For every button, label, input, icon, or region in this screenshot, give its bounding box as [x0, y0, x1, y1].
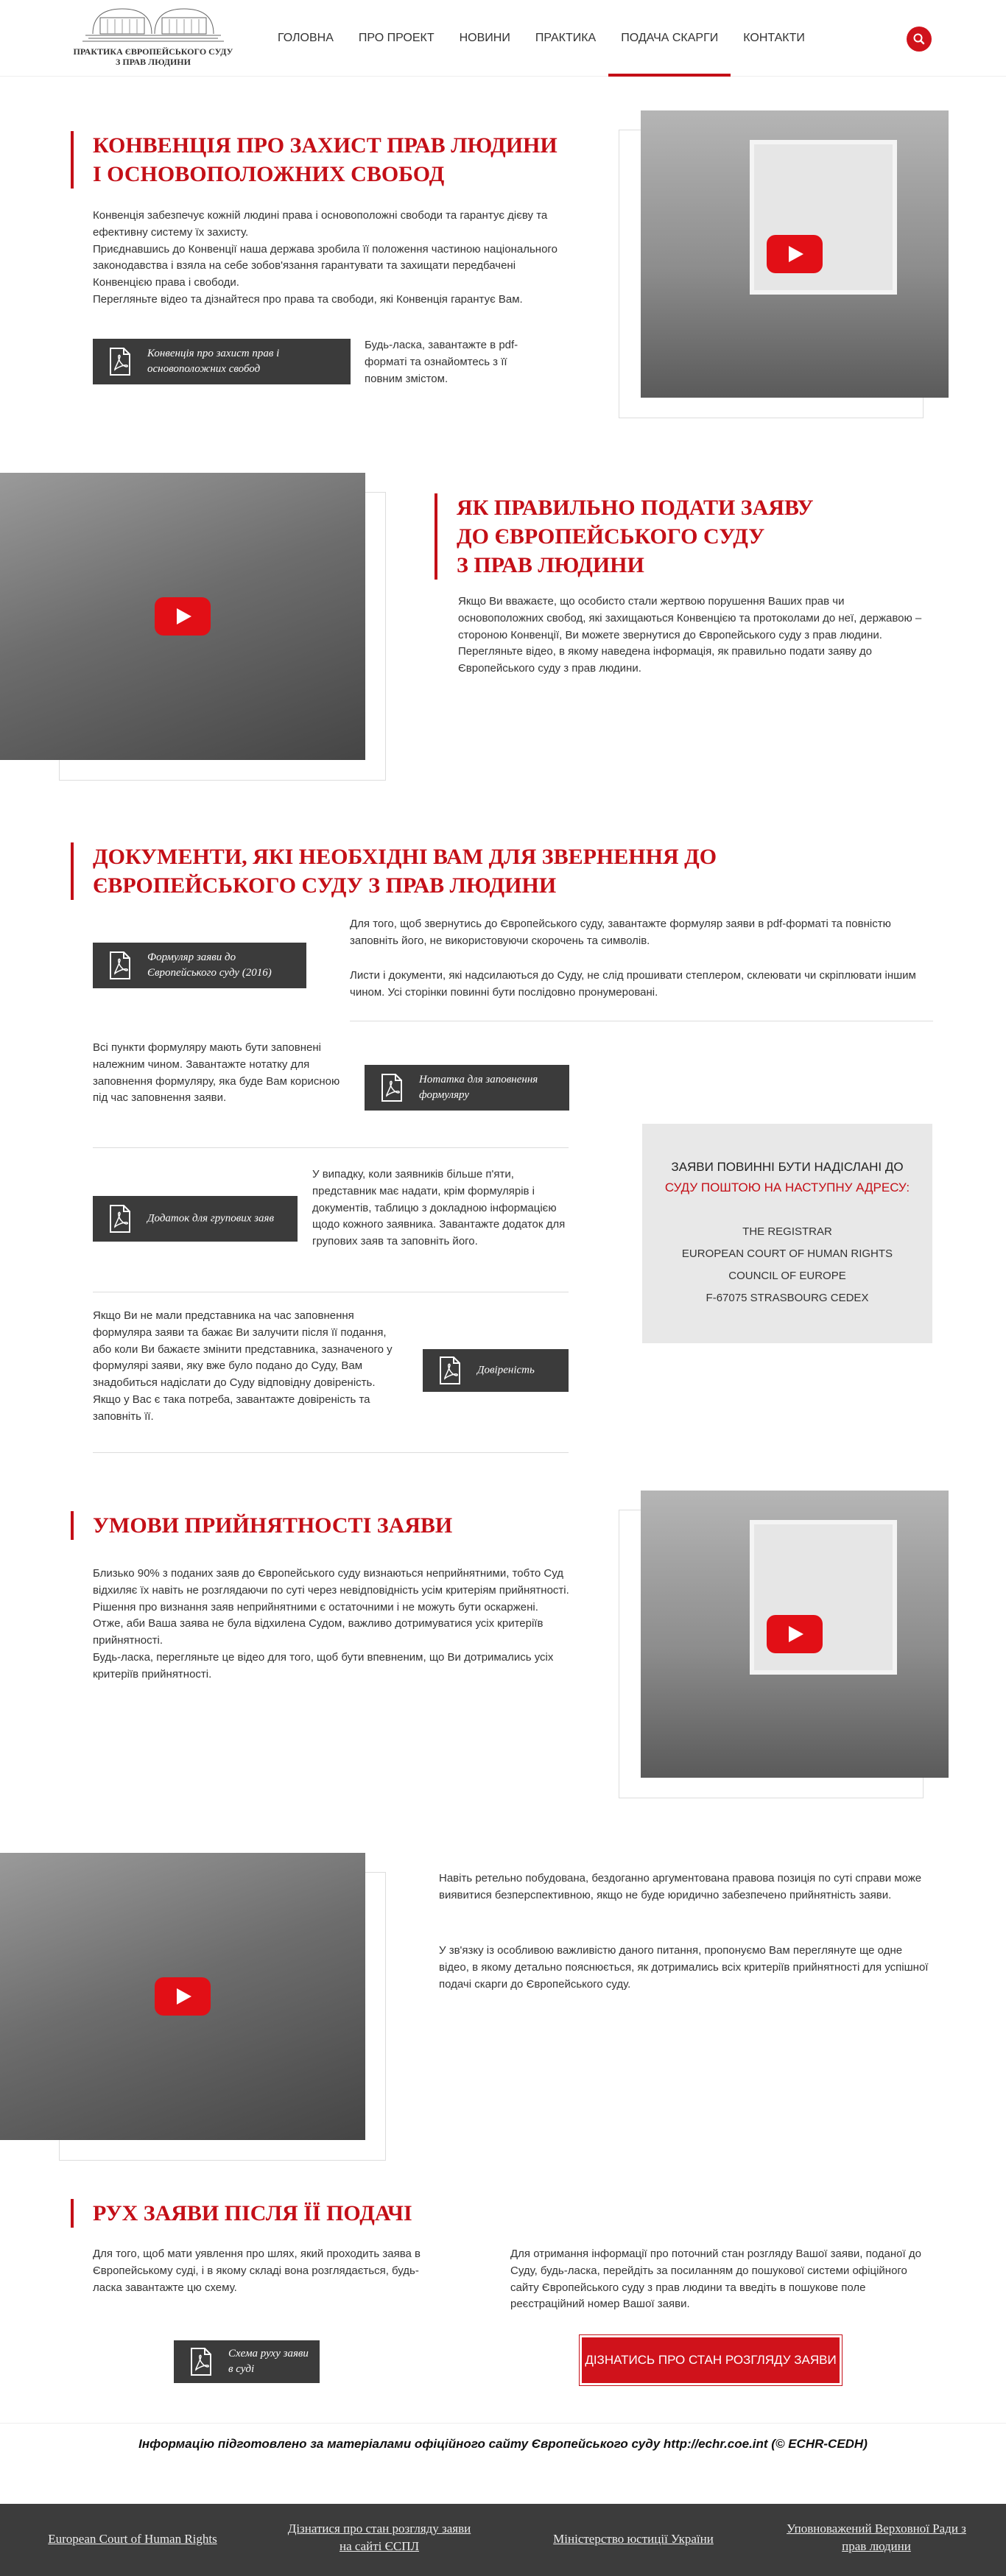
video-admissibility[interactable]: [641, 1491, 949, 1778]
admissibility-title: УМОВИ ПРИЙНЯТНОСТІ ЗАЯВИ: [71, 1511, 452, 1540]
how-to-apply-title-line1: ЯК ПРАВИЛЬНО ПОДАТИ ЗАЯВУ: [457, 496, 814, 520]
play-icon[interactable]: [767, 1615, 823, 1653]
case-status-button[interactable]: ДІЗНАТИСЬ ПРО СТАН РОЗГЛЯДУ ЗАЯВИ: [582, 2337, 840, 2383]
convention-pdf-note: Будь-ласка, завантажте в pdf-форматі та ознайомтесь з її повним змістом.: [365, 339, 518, 385]
logo-text: ПРАКТИКА ЄВРОПЕЙСЬКОГО СУДУ З ПРАВ ЛЮДИНИ: [73, 46, 233, 67]
documents-title-line1: ДОКУМЕНТИ, ЯКІ НЕОБХІДНІ ВАМ ДЛЯ ЗВЕРНЕННЯ ДО: [93, 845, 717, 869]
address-line-2: EUROPEAN COURT OF HUMAN RIGHTS: [681, 1247, 893, 1260]
form-note-button[interactable]: [365, 1065, 569, 1111]
power-of-attorney-text: Якщо Ви не мали представника на час заповнення формуляра заяви та бажає Ви залучити після її подання, або коли Ви бажаєте змінити представника, зазначеного у формулярі заяви, яку вже було подано до Суду, Вам знадобиться надіслати до Суду відповідну довіреність. Якщо у Вас є така потреба, завантажте довіреність та заповніть її.: [93, 1309, 393, 1423]
convention-pdf-button-label: Конвенція про захист прав і основоположних свобод: [147, 348, 280, 375]
address-line-4: F-67075 STRASBOURG CEDEX: [706, 1292, 869, 1304]
convention-text: Конвенція забезпечує кожній людині права і основоположні свободи та гарантує дієву та ефективну систему їх захисту. Приєднавшись до Конвенції наша держава зробила її положення частиною національного законодавства і взяла на себе зобов'язання гарантувати та захищати передбачені Конвенцією права і свободи. Перегляньте відео та дізнайтеся про права та свободи, які Конвенція гарантує Вам.: [93, 209, 557, 306]
main-nav: [265, 0, 817, 77]
pdf-icon: [439, 1356, 461, 1384]
video-admissibility-criteria[interactable]: [0, 1853, 365, 2140]
application-form-button-label: Формуляр заяви до Європейського суду (2016): [147, 951, 272, 979]
play-icon[interactable]: [155, 597, 211, 636]
scheme-button-label: Схема руху заяви в суді: [228, 2348, 309, 2375]
application-flow-text: Для того, щоб мати уявлення про шлях, який проходить заява в Європейському суді, і в якому складі вона розглядається, будь-ласка завантажте цю схему.: [93, 2248, 421, 2294]
convention-title-line1: КОНВЕНЦІЯ ПРО ЗАХИСТ ПРАВ ЛЮДИНИ: [93, 133, 557, 158]
admissibility-text-3: У зв'язку із особливою важливістю даного питання, пропонуємо Вам переглянуте ще одне відео, в якому детально пояснюється, як дотримались всіх критеріїв прийнятності для успішної подачі скарги до Європейського суду.: [439, 1944, 929, 1991]
footer-link-case-status[interactable]: Дізнатися про стан розгляду заяви на сайті ЄСПЛ: [287, 2522, 471, 2553]
footer-link-ombudsman[interactable]: Уповноважений Верховної Ради з прав людини: [787, 2522, 966, 2553]
source-note: Інформацію підготовлено за матеріалами офіційного сайту Європейського суду http://echr.coe.int (© ECHR-CEDH): [138, 2437, 868, 2451]
footer-link-ministry[interactable]: Міністерство юстиції України: [553, 2532, 714, 2546]
site-footer: [0, 2504, 1006, 2576]
site-header: [0, 0, 1006, 77]
pdf-icon: [190, 2348, 212, 2376]
pdf-icon: [109, 951, 131, 979]
admissibility-text-2: Навіть ретельно побудована, бездоганно аргументована правова позиція по суті справи може виявитися безперспективною, якщо не буде юридично забезпечено прийнятність заяви.: [439, 1872, 922, 1901]
power-of-attorney-button-label: Довіреність: [477, 1364, 535, 1376]
divider: [93, 1147, 569, 1148]
how-to-apply-title: [435, 493, 814, 580]
case-status-text: Для отримання інформації про поточний стан розгляду Вашої заяви, поданої до Суду, будь-ласка, перейдіть за посиланням до пошукової системи офіційного сайту Європейського суду з прав людини та введіть в пошукове поле реєстраційний номер Вашої заяви.: [510, 2248, 921, 2311]
address-line-1: THE REGISTRAR: [742, 1225, 832, 1238]
site-logo[interactable]: [71, 4, 236, 69]
convention-pdf-button[interactable]: [93, 339, 351, 384]
how-to-apply-text: Якщо Ви вважаєте, що особисто стали жертвою порушення Ваших прав чи основоположних свобод, які захищаються Конвенцією та протоколами до неї, державою – стороною Конвенції, Ви можете звернутися до Європейського суду з прав людини. Перегляньте відео, в якому наведена інформація, як правильно подати заяву до Європейського суду з прав людини.: [458, 595, 922, 675]
admissibility-text: Близько 90% з поданих заяв до Європейського суду визнаються неприйнятними, тобто Суд відхиляє їх навіть не розглядаючи по суті через невідповідність усім критеріям прийнятності. Рішення про визнання заяв неприйнятними є остаточними і не можуть бути оскаржені. Отже, аби Ваша заява не була відхилена Судом, важливо дотримуватися усіх критеріїв прийнятності. Будь-ласка, перегляньте це відео для того, щоб бути впевненим, що Ви дотримались усіх критеріїв прийнятності.: [93, 1567, 569, 1681]
play-icon[interactable]: [767, 235, 823, 273]
divider: [0, 2423, 1006, 2424]
group-text: У випадку, коли заявників більше п'яти, представник має надати, крім формулярів і документів, таблицю з докладною інформацією щодо кожного заявника. Завантажте додаток для групових заяв та заповніть його.: [312, 1168, 566, 1248]
documents-title: [71, 842, 717, 900]
footer-link-echr[interactable]: European Court of Human Rights: [48, 2532, 217, 2546]
form-text-2: Листи і документи, які надсилаються до Суду, не слід прошивати степлером, склеювати чи скріплювати іншим чином. Усі сторінки повинні бути послідовно пронумеровані.: [350, 969, 916, 999]
search-icon: [907, 27, 932, 52]
nav-complaint[interactable]: ПОДАЧА СКАРГИ: [608, 0, 731, 77]
convention-title: [71, 131, 557, 189]
video-convention[interactable]: [641, 110, 949, 398]
group-annex-button[interactable]: [93, 1196, 298, 1242]
play-icon[interactable]: [155, 1977, 211, 2016]
nav-about[interactable]: ПРО ПРОЕКТ: [358, 32, 435, 44]
address-heading-2: СУДУ ПОШТОЮ НА НАСТУПНУ АДРЕСУ:: [664, 1180, 910, 1194]
power-of-attorney-button[interactable]: [423, 1349, 569, 1392]
application-form-button[interactable]: [93, 943, 306, 988]
nav-news[interactable]: НОВИНИ: [459, 32, 510, 44]
pdf-icon: [109, 1205, 131, 1233]
address-line-3: COUNCIL OF EUROPE: [728, 1270, 846, 1282]
nav-contacts[interactable]: КОНТАКТИ: [743, 32, 805, 44]
how-to-apply-title-line2: ДО ЄВРОПЕЙСЬКОГО СУДУ: [457, 524, 765, 549]
scheme-button[interactable]: [174, 2340, 320, 2383]
form-note-button-label: Нотатка для заповнення формуляру: [419, 1074, 538, 1101]
nav-practice[interactable]: ПРАКТИКА: [535, 32, 597, 44]
how-to-apply-title-line3: З ПРАВ ЛЮДИНИ: [457, 553, 644, 577]
nav-home[interactable]: ГОЛОВНА: [278, 32, 334, 44]
pdf-icon: [109, 348, 131, 376]
postal-address-box: [642, 1124, 932, 1343]
form-text-1: Для того, щоб звернутись до Європейського суду, завантажте формуляр заяви в pdf-форматі та повністю заповніть його, не використовуючи скорочень та символів.: [350, 918, 891, 947]
convention-title-line2: І ОСНОВОПОЛОЖНИХ СВОБОД: [93, 162, 445, 186]
application-flow-title: РУХ ЗАЯВИ ПІСЛЯ ЇЇ ПОДАЧІ: [71, 2199, 412, 2228]
note-text: Всі пункти формуляру мають бути заповнені належним чином. Завантажте нотатку для заповнення формуляру, яка буде Вам корисною під час заповнення заяви.: [93, 1041, 340, 1105]
address-heading-1: ЗАЯВИ ПОВИННІ БУТИ НАДІСЛАНІ ДО: [671, 1160, 904, 1174]
divider: [93, 1452, 569, 1453]
group-annex-button-label: Додаток для групових заяв: [147, 1212, 274, 1225]
court-building-logo-icon: [71, 4, 236, 49]
documents-title-line2: ЄВРОПЕЙСЬКОГО СУДУ З ПРАВ ЛЮДИНИ: [93, 873, 557, 898]
video-how-to-apply[interactable]: [0, 473, 365, 760]
pdf-icon: [381, 1074, 403, 1102]
search-button[interactable]: [907, 27, 932, 52]
